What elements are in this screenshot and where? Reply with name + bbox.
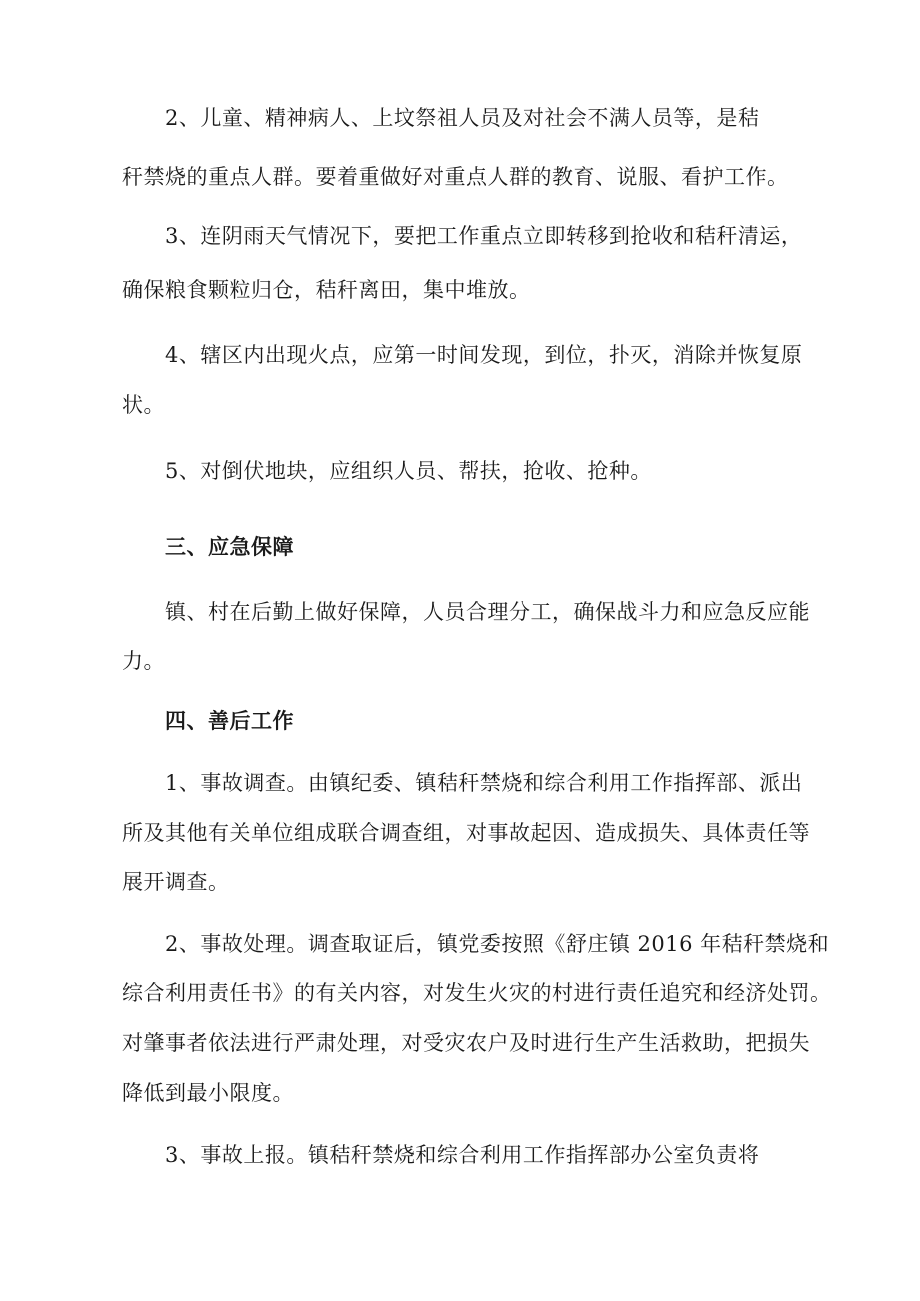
paragraph-line: 确保粮食颗粒归仓，秸秆离田，集中堆放。 — [122, 278, 531, 302]
paragraph-line: 秆禁烧的重点人群。要着重做好对重点人群的教育、说服、看护工作。 — [122, 165, 789, 189]
paragraph-line: 3、事故上报。镇秸秆禁烧和综合利用工作指挥部办公室负责将 — [165, 1143, 760, 1167]
paragraph-line: 力。 — [122, 649, 165, 673]
paragraph-line: 展开调查。 — [122, 870, 230, 894]
paragraph-line: 5、对倒伏地块，应组织人员、帮扶，抢收、抢种。 — [165, 459, 652, 483]
section-heading: 三、应急保障 — [165, 535, 294, 559]
paragraph-line: 综合利用责任书》的有关内容，对发生火灾的村进行责任追究和经济处罚。 — [122, 981, 832, 1005]
paragraph-line: 2、儿童、精神病人、上坟祭祖人员及对社会不满人员等，是秸 — [165, 106, 760, 130]
paragraph-line: 状。 — [122, 393, 165, 417]
paragraph-line: 所及其他有关单位组成联合调查组，对事故起因、造成损失、具体责任等 — [122, 821, 810, 845]
paragraph-line: 降低到最小限度。 — [122, 1081, 294, 1105]
paragraph-line: 4、辖区内出现火点，应第一时间发现，到位，扑灭，消除并恢复原 — [165, 343, 803, 367]
paragraph-line: 2、事故处理。调查取证后，镇党委按照《舒庄镇 2016 年秸秆禁烧和 — [165, 932, 830, 956]
paragraph-line: 1、事故调查。由镇纪委、镇秸秆禁烧和综合利用工作指挥部、派出 — [165, 771, 803, 795]
paragraph-line: 对肇事者依法进行严肃处理，对受灾农户及时进行生产生活救助，把损失 — [122, 1031, 810, 1055]
paragraph-line: 镇、村在后勤上做好保障，人员合理分工，确保战斗力和应急反应能 — [165, 600, 810, 624]
section-heading: 四、善后工作 — [165, 709, 294, 733]
paragraph-line: 3、连阴雨天气情况下，要把工作重点立即转移到抢收和秸秆清运， — [165, 224, 803, 248]
